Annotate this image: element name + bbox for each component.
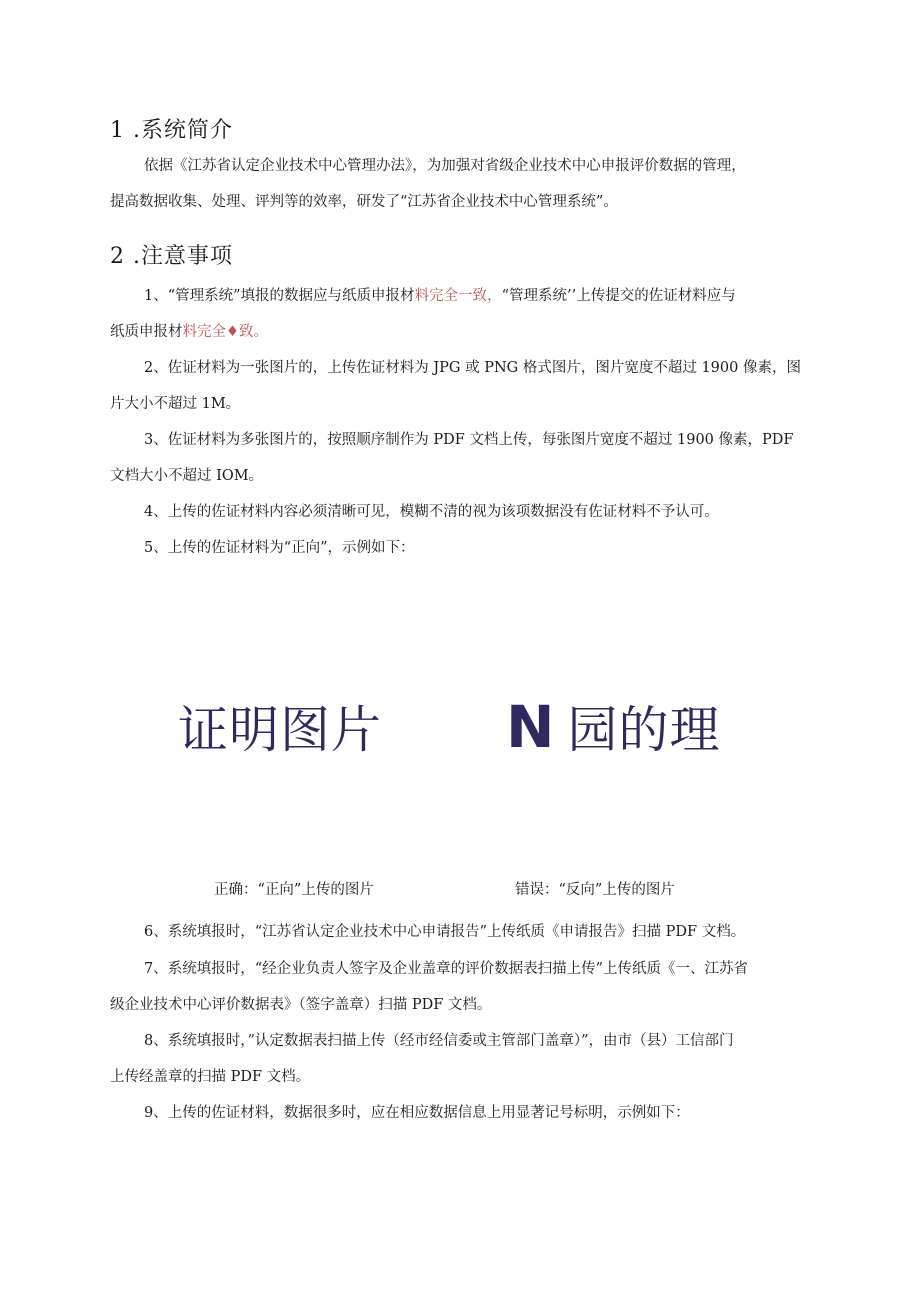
- highlighted-text: 料完全一致，: [414, 288, 502, 304]
- paragraph-line: 提高数据收集、处理、评判等的效率，研发了“江苏省企业技术中心管理系统”。: [110, 194, 618, 210]
- paragraph-line: 8、系统填报时，”认定数据表扫描上传（经市经信委或主管部门盖章）”，由市（县）工信部门: [144, 1033, 734, 1049]
- note-text: 纸质申报材: [110, 324, 183, 340]
- paragraph-line: 依据《江苏省认定企业技术中心管理办法》，为加强对省级企业技术中心申报评价数据的管理，: [144, 158, 746, 174]
- paragraph-line: 文档大小不超过 IOM。: [110, 468, 264, 484]
- section-1-paragraph: [110, 148, 810, 220]
- correct-orientation-image: 证明图片: [178, 701, 382, 759]
- note-text: “管理系统’’上传提交的佐证材料应与: [501, 288, 736, 304]
- section-2-heading: 2 .注意事项: [110, 244, 233, 269]
- paragraph-line: 7、系统填报时，“经企业负责人签字及企业盖章的评价数据表扫描上传”上传纸质《一、江苏省: [144, 961, 749, 977]
- paragraph-line: 4、上传的佐证材料内容必须清晰可见，模糊不清的视为该项数据没有佐证材料不予认可。: [144, 504, 719, 520]
- note-text: 1、“管理系统”填报的数据应与纸质申报材: [144, 288, 415, 304]
- paragraph-line: 2、佐证材料为一张图片的，上传佐证材料为 JPG 或 PNG 格式图片，图片宽度不超过 1900 像素，图: [144, 360, 801, 376]
- reversed-glyph: N: [506, 693, 556, 761]
- note-item-8: [110, 1023, 810, 1095]
- note-item-6: [110, 914, 810, 950]
- highlighted-text: 料完全♦致。: [182, 324, 268, 340]
- note-item-5: [110, 530, 810, 566]
- paragraph-line: 级企业技术中心评价数据表》（签字盖章）扫描 PDF 文档。: [110, 997, 492, 1013]
- note-item-4: [110, 494, 810, 530]
- correct-caption: 正确：“正向”上传的图片: [214, 882, 374, 898]
- note-item-2: [110, 350, 810, 422]
- paragraph-line: 9、上传的佐证材料，数据很多时，应在相应数据信息上用显著记号标明，示例如下：: [144, 1105, 690, 1121]
- note-item-3: [110, 422, 810, 494]
- reversed-text: 园的理: [567, 701, 721, 759]
- note-item-7: [110, 951, 810, 1023]
- wrong-caption: 错误：“反向”上传的图片: [515, 882, 675, 898]
- orientation-example: [0, 690, 920, 780]
- paragraph-line: 6、系统填报时，“江苏省认定企业技术中心申请报告”上传纸质《申请报告》扫描 PDF 文档。: [144, 924, 746, 940]
- paragraph-line: 5、上传的佐证材料为“正向”，示例如下：: [144, 540, 415, 556]
- note-item-1: [110, 278, 810, 350]
- section-1-heading: 1 .系统简介: [110, 118, 233, 143]
- note-item-9: [110, 1095, 810, 1131]
- wrong-orientation-image: [506, 690, 721, 762]
- paragraph-line: 3、佐证材料为多张图片的，按照顺序制作为 PDF 文档上传，每张图片宽度不超过 1900 像素，PDF: [144, 432, 794, 448]
- paragraph-line: 上传经盖章的扫描 PDF 文档。: [110, 1069, 311, 1085]
- paragraph-line: 片大小不超过 1M。: [110, 396, 241, 412]
